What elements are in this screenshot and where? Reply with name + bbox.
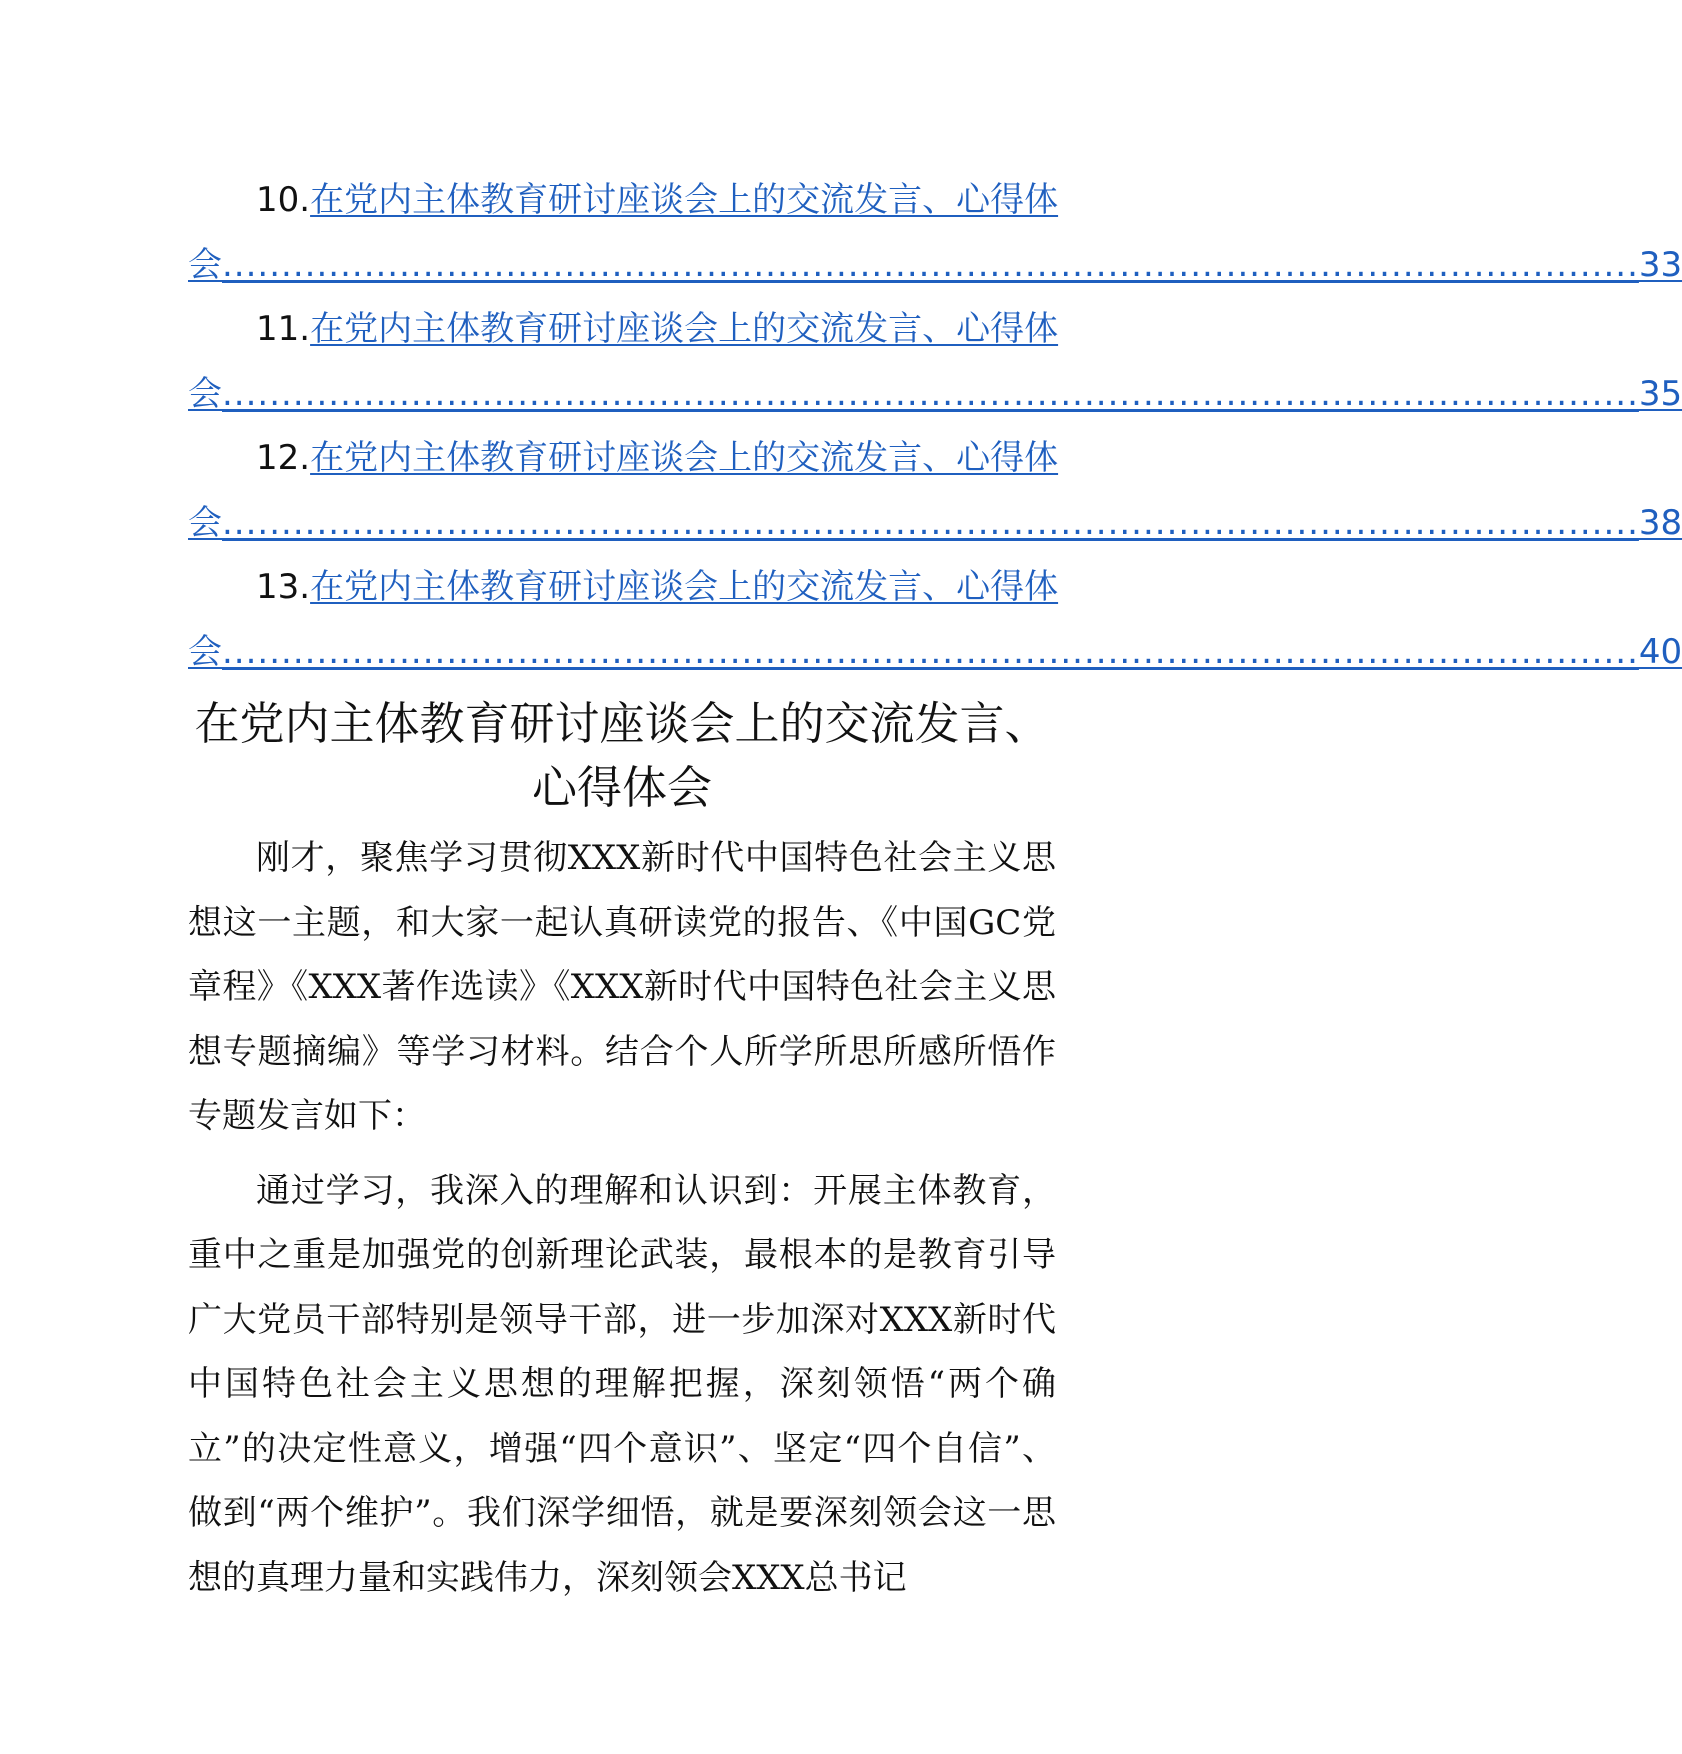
toc-line	[188, 297, 1059, 362]
toc-title-tail: 会	[188, 373, 222, 414]
toc-entry	[188, 426, 1682, 555]
toc-page-number: 38	[1638, 502, 1682, 543]
toc-link[interactable]: 在党内主体教育研讨座谈会上的交流发言、心得体	[310, 180, 1059, 220]
toc-entry	[188, 168, 1682, 297]
toc-line	[188, 426, 1059, 491]
toc-page-number: 33	[1638, 244, 1682, 285]
toc-number: 10.	[256, 180, 311, 220]
toc-line	[188, 555, 1059, 620]
toc-line	[188, 168, 1059, 233]
toc-link-continuation[interactable]	[188, 620, 1682, 685]
toc-link-continuation[interactable]	[188, 362, 1682, 427]
document-page	[188, 168, 1682, 1610]
toc-leader-dots: ........................................................................................................................	[222, 373, 1639, 414]
toc-number: 13.	[256, 567, 311, 607]
toc-link[interactable]: 在党内主体教育研讨座谈会上的交流发言、心得体	[310, 309, 1059, 349]
toc-page-number: 40	[1638, 631, 1682, 672]
toc-title-tail: 会	[188, 502, 222, 543]
table-of-contents	[188, 168, 1682, 684]
toc-entry	[188, 555, 1682, 684]
toc-number: 12.	[256, 438, 311, 478]
toc-title-tail: 会	[188, 631, 222, 672]
toc-entry	[188, 297, 1682, 426]
toc-link-continuation[interactable]	[188, 491, 1682, 556]
toc-leader-dots: ........................................................................................................................	[222, 244, 1639, 285]
toc-title-tail: 会	[188, 244, 222, 285]
toc-link-continuation[interactable]	[188, 233, 1682, 298]
toc-leader-dots: ........................................................................................................................	[222, 631, 1639, 672]
article-title-line-1: 在党内主体教育研讨座谈会上的交流发言、	[194, 697, 1050, 750]
body-paragraph: 通过学习，我深入的理解和认识到：开展主体教育，重中之重是加强党的创新理论武装，最根本的是教育引导广大党员干部特别是领导干部，进一步加深对XXX新时代中国特色社会主义思想的理解把握，深刻领悟“两个确立”的决定性意义，增强“四个意识”、坚定“四个自信”、做到“两个维护”。我们深学细悟，就是要深刻领会这一思想的真理力量和实践伟力，深刻领会XXX总书记	[188, 1170, 1056, 1598]
toc-number: 11.	[256, 309, 311, 349]
article-title-line-2: 心得体会	[531, 761, 712, 814]
toc-link[interactable]: 在党内主体教育研讨座谈会上的交流发言、心得体	[310, 567, 1059, 607]
article-title	[188, 692, 1056, 820]
body-paragraph: 刚才，聚焦学习贯彻XXX新时代中国特色社会主义思想这一主题，和大家一起认真研读党的报告、《中国GC党章程》《XXX著作选读》《XXX新时代中国特色社会主义思想专题摘编》等学习材料。结合个人所学所思所感所悟作专题发言如下：	[188, 838, 1056, 1136]
toc-leader-dots: ........................................................................................................................	[222, 502, 1639, 543]
toc-link[interactable]: 在党内主体教育研讨座谈会上的交流发言、心得体	[310, 438, 1059, 478]
toc-page-number: 35	[1638, 373, 1682, 414]
